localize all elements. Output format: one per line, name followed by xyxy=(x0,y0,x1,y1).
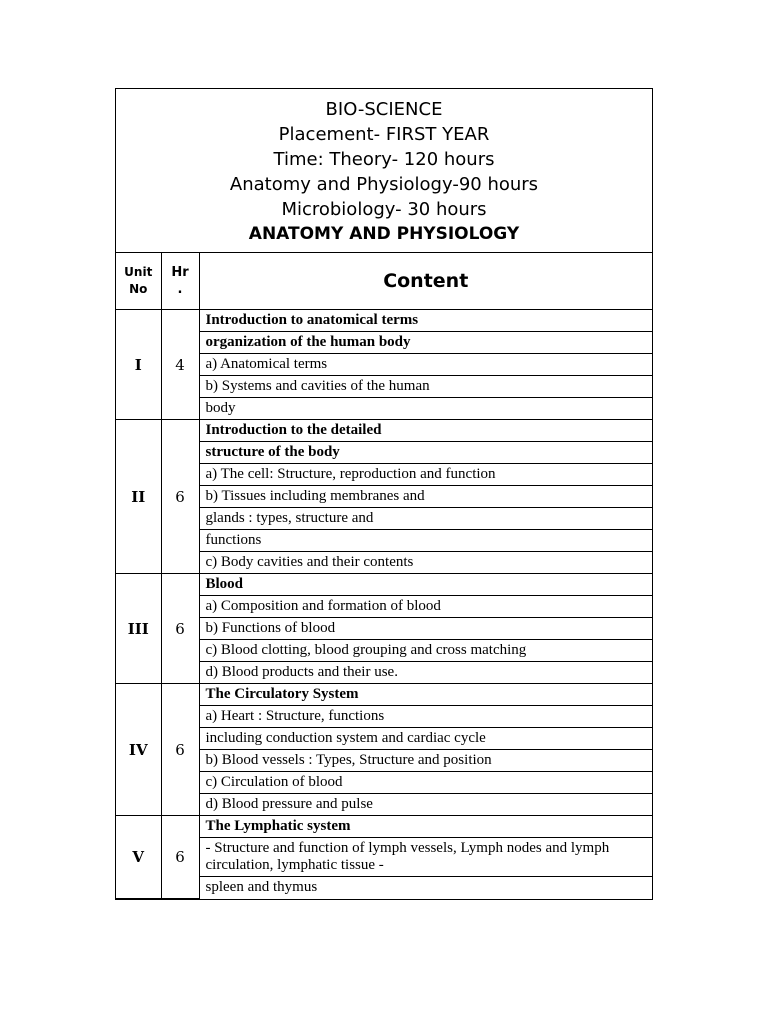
content-line: b) Blood vessels : Types, Structure and position xyxy=(199,750,652,772)
content-line: glands : types, structure and xyxy=(199,508,652,530)
content-line: d) Blood products and their use. xyxy=(199,662,652,684)
content-line: spleen and thymus xyxy=(199,877,652,899)
table-row xyxy=(116,816,652,838)
unit-number: II xyxy=(116,420,161,574)
header-time: Time: Theory- 120 hours xyxy=(273,149,495,170)
header-subject: ANATOMY AND PHYSIOLOGY xyxy=(248,224,520,244)
unit-hours: 6 xyxy=(161,420,199,574)
content-line: c) Circulation of blood xyxy=(199,772,652,794)
content-line: b) Systems and cavities of the human xyxy=(199,376,652,398)
content-line: body xyxy=(199,398,652,420)
content-topic-heading: The Circulatory System xyxy=(199,684,652,706)
content-line: a) The cell: Structure, reproduction and function xyxy=(199,464,652,486)
content-line: a) Heart : Structure, functions xyxy=(199,706,652,728)
table-row xyxy=(116,574,652,596)
header-anatomy-hours: Anatomy and Physiology-90 hours xyxy=(229,174,539,195)
table-column-header xyxy=(116,253,652,310)
unit-number: III xyxy=(116,574,161,684)
unit-number: V xyxy=(116,816,161,899)
unit-hours: 4 xyxy=(161,310,199,420)
table-row xyxy=(116,684,652,706)
content-line: b) Tissues including membranes and xyxy=(199,486,652,508)
content-header: Content xyxy=(199,253,652,310)
syllabus-document xyxy=(115,88,653,900)
content-topic-heading: Blood xyxy=(199,574,652,596)
content-line: - Structure and function of lymph vessels, Lymph nodes and lymph circulation, lymphatic tissue - xyxy=(199,838,652,877)
unit-hours: 6 xyxy=(161,816,199,899)
unit-number: I xyxy=(116,310,161,420)
header-title: BIO-SCIENCE xyxy=(325,99,443,120)
content-topic-heading: Introduction to anatomical terms xyxy=(199,310,652,332)
unit-number: IV xyxy=(116,684,161,816)
content-line: a) Composition and formation of blood xyxy=(199,596,652,618)
content-line: b) Functions of blood xyxy=(199,618,652,640)
content-line: c) Blood clotting, blood grouping and cross matching xyxy=(199,640,652,662)
syllabus-table xyxy=(116,253,652,899)
content-line: d) Blood pressure and pulse xyxy=(199,794,652,816)
content-line: c) Body cavities and their contents xyxy=(199,552,652,574)
header-micro-hours: Microbiology- 30 hours xyxy=(281,199,487,220)
content-topic-heading: Introduction to the detailed xyxy=(199,420,652,442)
content-line: a) Anatomical terms xyxy=(199,354,652,376)
table-row xyxy=(116,310,652,332)
content-topic-heading: The Lymphatic system xyxy=(199,816,652,838)
hr-header: Hr . xyxy=(161,253,199,310)
content-topic-heading: structure of the body xyxy=(199,442,652,464)
unit-hours: 6 xyxy=(161,684,199,816)
content-line: functions xyxy=(199,530,652,552)
table-row xyxy=(116,420,652,442)
unit-no-header: Unit No xyxy=(116,253,161,310)
content-topic-heading: organization of the human body xyxy=(199,332,652,354)
document-header xyxy=(116,89,652,253)
header-placement: Placement- FIRST YEAR xyxy=(278,124,490,145)
unit-hours: 6 xyxy=(161,574,199,684)
content-line: including conduction system and cardiac cycle xyxy=(199,728,652,750)
